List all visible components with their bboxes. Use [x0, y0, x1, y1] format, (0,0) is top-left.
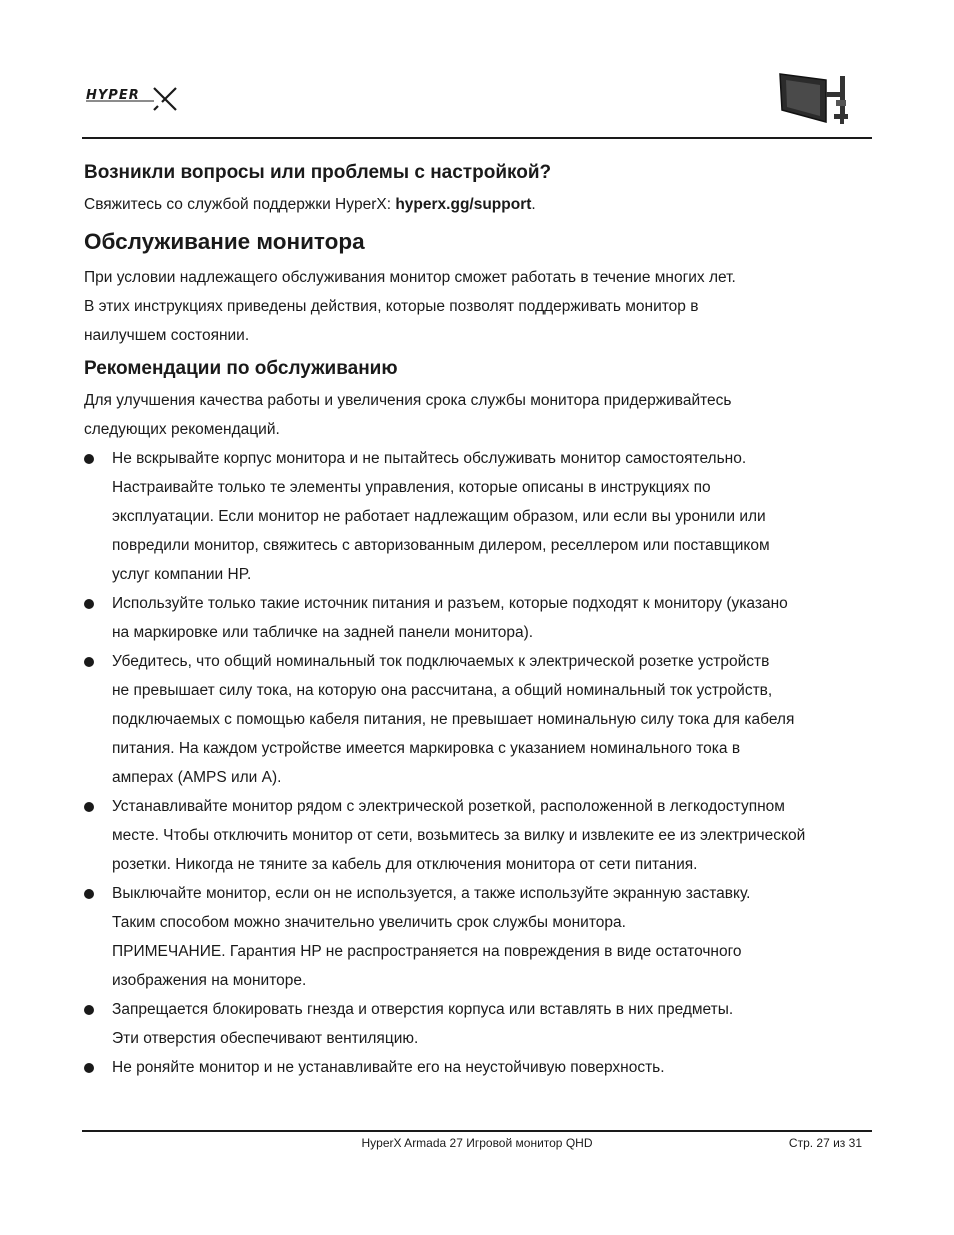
list-item-line: эксплуатации. Если монитор не работает надлежащим образом, или если вы уронили или — [112, 508, 766, 525]
bullet-icon — [84, 1005, 94, 1015]
list-item — [84, 879, 874, 995]
intro-line: В этих инструкциях приведены действия, которые позволят поддерживать монитор в — [84, 298, 699, 315]
list-item-line: Эти отверстия обеспечивают вентиляцию. — [112, 1030, 419, 1047]
list-item-line: Убедитесь, что общий номинальный ток подключаемых к электрической розетке устройств — [112, 653, 770, 670]
bullet-icon — [84, 657, 94, 667]
page-content — [84, 158, 874, 1082]
support-text-suffix: . — [531, 196, 536, 213]
list-item-line: изображения на мониторе. — [112, 972, 307, 989]
support-text-prefix: Свяжитесь со службой поддержки HyperX: — [84, 196, 396, 213]
list-item — [84, 647, 874, 792]
recommendations-intro-line: следующих рекомендаций. — [84, 421, 280, 438]
support-text — [84, 190, 874, 219]
list-item — [84, 589, 874, 647]
footer-document-title: HyperX Armada 27 Игровой монитор QHD — [361, 1136, 593, 1150]
list-item-line: розетки. Никогда не тяните за кабель для отключения монитора от сети питания. — [112, 856, 698, 873]
svg-text:HYPER: HYPER — [86, 88, 140, 103]
support-heading: Возникли вопросы или проблемы с настройкой? — [84, 162, 552, 183]
list-item — [84, 444, 874, 589]
list-item-line: Настраивайте только те элементы управления, которые описаны в инструкциях по — [112, 479, 711, 496]
list-item-line: амперах (AMPS или A). — [112, 769, 282, 786]
list-item-line: на маркировке или табличке на задней панели монитора). — [112, 624, 534, 641]
list-item-line: месте. Чтобы отключить монитор от сети, возьмитесь за вилку и извлеките ее из электрической — [112, 827, 806, 844]
list-item-line: не превышает силу тока, на которую она рассчитана, а общий номинальный ток устройств, — [112, 682, 773, 699]
bullet-icon — [84, 889, 94, 899]
list-item-line: подключаемых с помощью кабеля питания, не превышает номинальную силу тока для кабеля — [112, 711, 795, 728]
list-item-line: Не роняйте монитор и не устанавливайте его на неустойчивую поверхность. — [112, 1059, 665, 1076]
list-item-line: повредили монитор, свяжитесь с авторизованным дилером, реселлером или поставщиком — [112, 537, 770, 554]
recommendations-intro-line: Для улучшения качества работы и увеличения срока службы монитора придерживайтесь — [84, 392, 732, 409]
footer-page-number: Стр. 27 из 31 — [788, 1136, 862, 1150]
list-item-line: Используйте только такие источник питания и разъем, которые подходят к монитору (указано — [112, 595, 788, 612]
list-item-line: Устанавливайте монитор рядом с электрической розеткой, расположенной в легкодоступном — [112, 798, 785, 815]
hyperx-logo — [84, 80, 184, 114]
bullet-icon — [84, 599, 94, 609]
list-item-line: Не вскрывайте корпус монитора и не пытайтесь обслуживать монитор самостоятельно. — [112, 450, 747, 467]
intro-line: наилучшем состоянии. — [84, 327, 250, 344]
footer-divider — [82, 1130, 872, 1132]
monitor-on-arm-icon — [778, 70, 854, 126]
list-item — [84, 792, 874, 879]
list-item-line: Выключайте монитор, если он не используется, а также используйте экранную заставку. — [112, 885, 751, 902]
recommendations-list — [84, 444, 874, 1082]
recommendations-heading: Рекомендации по обслуживанию — [84, 358, 398, 379]
list-item-line: питания. На каждом устройстве имеется маркировка с указанием номинального тока в — [112, 740, 741, 757]
list-item-line: Таким способом можно значительно увеличить срок службы монитора. — [112, 914, 626, 931]
list-item-line: услуг компании HP. — [112, 566, 252, 583]
bullet-icon — [84, 454, 94, 464]
intro-line: При условии надлежащего обслуживания монитор сможет работать в течение многих лет. — [84, 269, 736, 286]
support-link[interactable]: hyperx.gg/support — [395, 196, 532, 213]
list-item-line: Запрещается блокировать гнезда и отверстия корпуса или вставлять в них предметы. — [112, 1001, 734, 1018]
list-item — [84, 1053, 874, 1082]
section-title: Обслуживание монитора — [84, 229, 365, 254]
bullet-icon — [84, 802, 94, 812]
header-divider — [82, 137, 872, 139]
bullet-icon — [84, 1063, 94, 1073]
list-item-line: ПРИМЕЧАНИЕ. Гарантия HP не распространяется на повреждения в виде остаточного — [112, 943, 742, 960]
list-item — [84, 995, 874, 1053]
